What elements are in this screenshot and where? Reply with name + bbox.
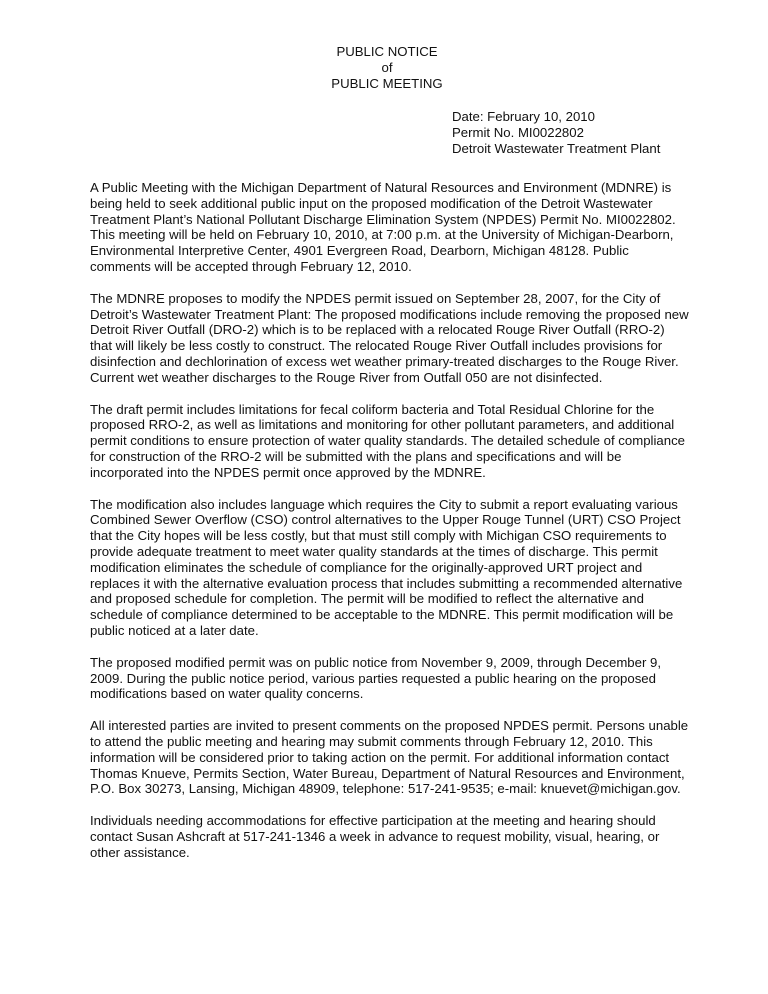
title-line-of: of (381, 60, 393, 75)
notice-date: Date: February 10, 2010 (452, 109, 595, 124)
notice-title (0, 44, 768, 92)
paragraph-draft-permit-limits: The draft permit includes limitations for fecal coliform bacteria and Total Residual Chlorine for the proposed RRO-2, as well as limitations and monitoring for other pollutant parameters, and additional permit conditions to ensure protection of water quality standards. The detailed schedule of compliance for construction of the RRO-2 will be submitted with the plans and specifications and will be incorporated into the NPDES permit once approved by the MDNRE. (90, 401, 686, 480)
notice-body (90, 180, 690, 876)
paragraph-cso-alternatives: The modification also includes language which requires the City to submit a report evaluating various Combined Sewer Overflow (CSO) control alternatives to the Upper Rouge Tunnel (URT) CSO Project that the City hopes will be less costly, but that must still comply with Michigan CSO requirements to provide adequate treatment to meet water quality standards at the times of discharge. This permit modification eliminates the schedule of compliance for the originally-approved URT project and replaces it with the alternative evaluation process that includes submitting a recommended alternative and proposed schedule for completion. The permit will be modified to reflect the alternative and schedule of compliance determined to be acceptable to the MDNRE. This permit modification will be public noticed at a later date. (90, 496, 683, 638)
title-line-public-meeting: PUBLIC MEETING (331, 76, 443, 91)
notice-meta-block (452, 109, 660, 157)
permit-number: Permit No. MI0022802 (452, 125, 584, 140)
paragraph-comments-contact: All interested parties are invited to present comments on the proposed NPDES permit. Persons unable to attend the public meeting and hearing may submit comments through February 12, 2010. This information will be considered prior to taking action on the permit. For additional information contact Thomas Knueve, Permits Section, Water Bureau, Department of Natural Resources and Environment, P.O. Box 30273, Lansing, Michigan 48909, telephone: 517-241-9535; e-mail: knuevet@michigan.gov. (90, 718, 689, 797)
title-line-public-notice: PUBLIC NOTICE (336, 44, 438, 59)
paragraph-meeting-announcement: A Public Meeting with the Michigan Department of Natural Resources and Environment (MDNRE) is being held to seek additional public input on the proposed modification of the Detroit Wastewater Treatment Plant’s National Pollutant Discharge Elimination System (NPDES) Permit No. MI0022802. This meeting will be held on February 10, 2010, at 7:00 p.m. at the University of Michigan-Dearborn, Environmental Interpretive Center, 4901 Evergreen Road, Dearborn, Michigan 48128. Public comments will be accepted through February 12, 2010. (90, 180, 676, 274)
paragraph-public-notice-period: The proposed modified permit was on public notice from November 9, 2009, through December 9, 2009. During the public notice period, various parties requested a public hearing on the proposed modifications based on water quality concerns. (90, 654, 662, 702)
facility-name: Detroit Wastewater Treatment Plant (452, 141, 661, 156)
paragraph-proposed-modification: The MDNRE proposes to modify the NPDES permit issued on September 28, 2007, for the City of Detroit’s Wastewater Treatment Plant: The proposed modifications include removing the proposed new Detroit River Outfall (DRO-2) which is to be replaced with a relocated Rouge River Outfall (RRO-2) that will likely be less costly to construct. The relocated Rouge River Outfall includes provisions for disinfection and dechlorination of excess wet weather primary-treated discharges to the Rouge River. Current wet weather discharges to the Rouge River from Outfall 050 are not disinfected. (90, 290, 689, 385)
paragraph-accommodations: Individuals needing accommodations for effective participation at the meeting and hearing should contact Susan Ashcraft at 517-241-1346 a week in advance to request mobility, visual, hearing, or other assistance. (90, 813, 660, 860)
